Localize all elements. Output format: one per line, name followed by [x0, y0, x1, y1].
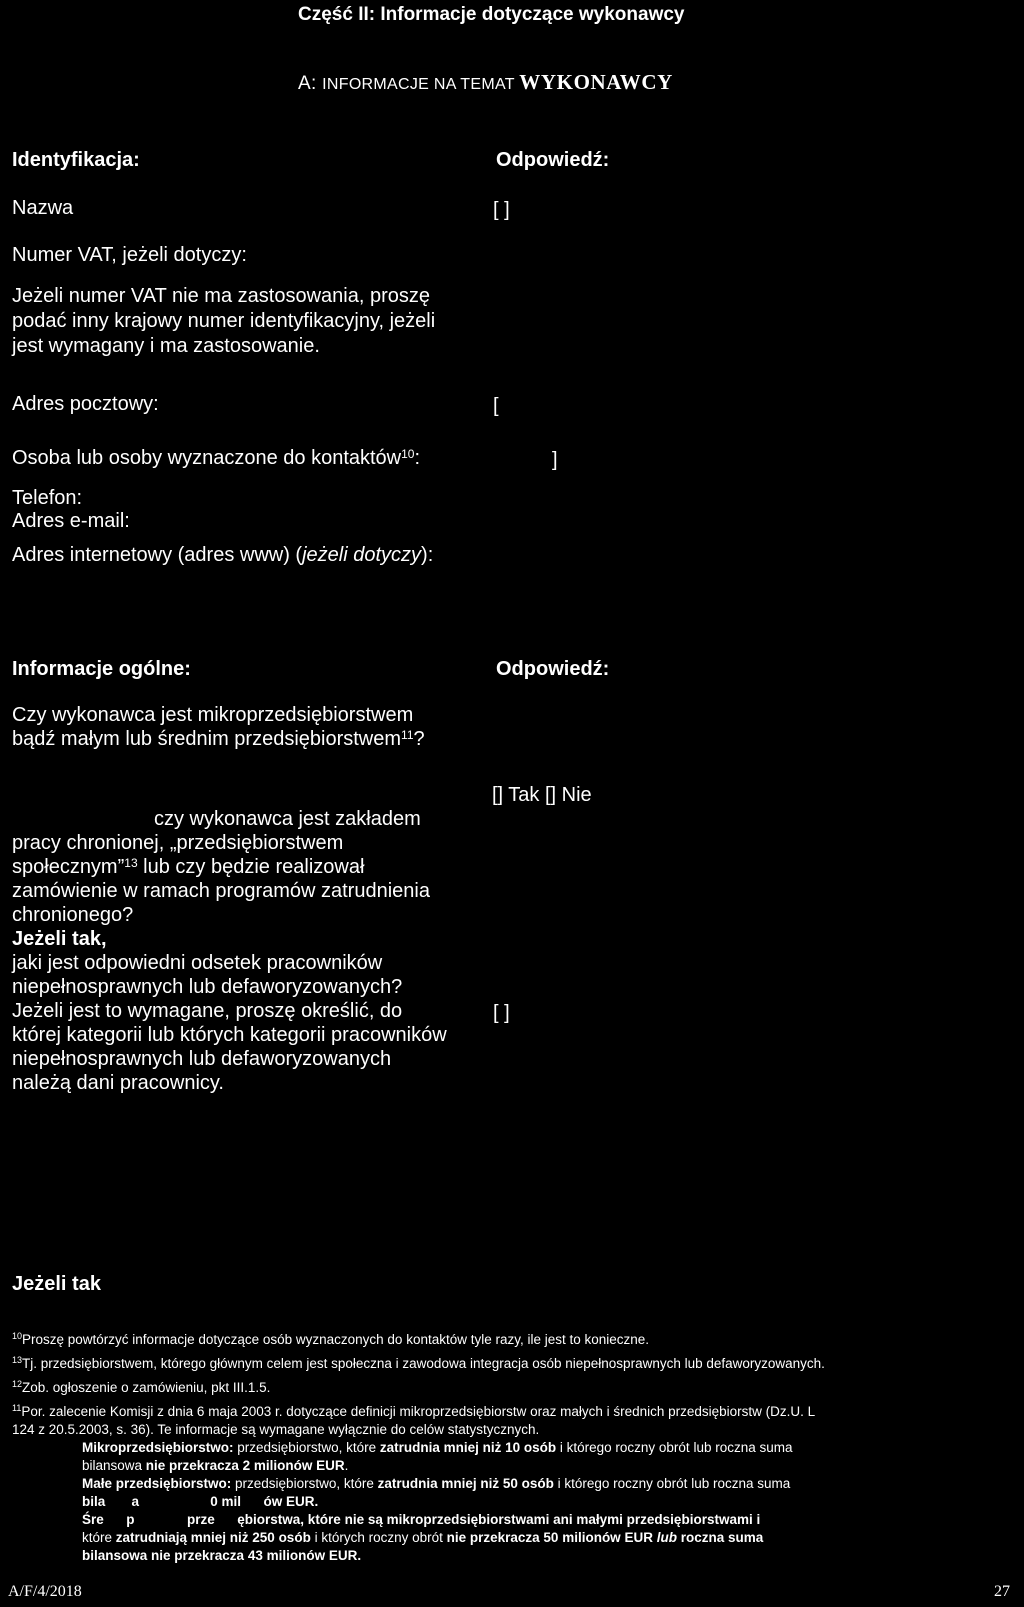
phone-label: Telefon:	[12, 487, 83, 509]
name-value[interactable]: [ ]	[493, 199, 510, 221]
small-definition-line-2: bila a 0 mil ów EUR.	[82, 1494, 319, 1509]
identification-label: Identyfikacja:	[12, 149, 140, 171]
category-value[interactable]: [ ]	[493, 1002, 510, 1024]
part-title: Część II: Informacje dotyczące wykonawcy	[298, 4, 685, 25]
sme-question-line-1: Czy wykonawca jest mikroprzedsiębiorstwem	[12, 704, 414, 726]
percent-line-2: niepełnosprawnych lub defaworyzowanych?	[12, 976, 403, 998]
general-answer-header: Odpowiedź:	[496, 658, 610, 680]
www-label: Adres internetowy (adres www) (jeżeli dotyczy):	[12, 544, 434, 566]
contact-label: Osoba lub osoby wyznaczone do kontaktów$^{10}$:	[12, 447, 421, 469]
category-line-3: niepełnosprawnych lub defaworyzowanych	[12, 1048, 392, 1070]
footnote-10: $^{10}$Proszę powtórzyć informacje dotyczące osób wyznaczonych do kontaktów tyle razy, ile jest to konieczne.	[12, 1331, 650, 1347]
vat-note-line-3: jest wymagany i ma zastosowanie.	[12, 335, 320, 357]
identification-answer-header: Odpowiedź:	[496, 149, 610, 171]
address-label: Adres pocztowy:	[12, 393, 159, 415]
vat-note-line-2: podać inny krajowy numer identyfikacyjny, jeżeli	[12, 310, 436, 332]
sheltered-line-1: czy wykonawca jest zakładem	[154, 808, 421, 830]
email-label: Adres e-mail:	[12, 510, 130, 532]
category-line-4: należą dani pracownicy.	[12, 1072, 224, 1094]
vat-label: Numer VAT, jeżeli dotyczy:	[12, 244, 247, 266]
medium-definition-line-3: bilansowa nie przekracza 43 milionów EUR.	[82, 1548, 362, 1563]
footnote-13: $^{13}$Tj. przedsiębiorstwem, którego głównym celem jest społeczna i zawodowa integracja osób niepełnosprawnych lub defaworyzowanych.	[12, 1355, 825, 1371]
sme-question-line-2: bądź małym lub średnim przedsiębiorstwem$^{11}$?	[12, 728, 425, 750]
if-yes-bottom: Jeżeli tak	[12, 1273, 101, 1295]
sheltered-line-5: chronionego?	[12, 904, 134, 926]
category-line-1: Jeżeli jest to wymagane, proszę określić, do	[12, 1000, 403, 1022]
vat-note-line-1: Jeżeli numer VAT nie ma zastosowania, proszę	[12, 285, 430, 307]
contact-close-bracket: ]	[552, 449, 558, 471]
sheltered-line-2: pracy chronionej, „przedsiębiorstwem	[12, 832, 344, 854]
medium-definition-line-2: które zatrudniają mniej niż 250 osób i których roczny obrót nie przekracza 50 milionów EUR lub roczna suma	[82, 1530, 764, 1545]
small-definition-line-1: Małe przedsiębiorstwo: przedsiębiorstwo, które zatrudnia mniej niż 50 osób i którego roczny obrót lub roczna suma	[82, 1476, 791, 1491]
general-label: Informacje ogólne:	[12, 658, 191, 680]
if-yes-label: Jeżeli tak,	[12, 928, 107, 950]
percent-line-1: jaki jest odpowiedni odsetek pracowników	[12, 952, 383, 974]
footnote-11-line-2: 124 z 20.5.2003, s. 36). Te informacje są wymagane wyłącznie do celów statystycznych.	[12, 1422, 540, 1437]
name-label: Nazwa	[12, 197, 74, 219]
page-number: 27	[994, 1583, 1010, 1600]
micro-definition-line-2: bilansowa nie przekracza 2 milionów EUR.	[82, 1458, 349, 1473]
section-a-title: A: INFORMACJE NA TEMAT WYKONAWCY	[298, 70, 673, 94]
category-line-2: której kategorii lub których kategorii pracowników	[12, 1024, 447, 1046]
sheltered-line-3: społecznym”$^{13}$ lub czy będzie realizował	[12, 856, 365, 878]
footnote-11-line-1: $^{11}$Por. zalecenie Komisji z dnia 6 maja 2003 r. dotyczące definicji mikroprzedsiębiorstw oraz małych i średnich przedsiębiorstw (Dz.U. L	[12, 1403, 816, 1419]
address-open-bracket[interactable]: [	[493, 395, 499, 417]
medium-definition-line-1: Śre p prze ębiorstwa, które nie są mikroprzedsiębiorstwami ani małymi przedsiębiorstwami i	[82, 1512, 761, 1527]
document-code: A/F/4/2018	[8, 1583, 82, 1600]
sheltered-line-4: zamówienie w ramach programów zatrudnienia	[12, 880, 430, 902]
micro-definition-line-1: Mikroprzedsiębiorstwo: przedsiębiorstwo, które zatrudnia mniej niż 10 osób i którego roczny obrót lub roczna suma	[82, 1440, 793, 1455]
footnote-12: $^{12}$Zob. ogłoszenie o zamówieniu, pkt III.1.5.	[12, 1379, 271, 1395]
sme-yes-no[interactable]: [] Tak [] Nie	[492, 784, 592, 806]
